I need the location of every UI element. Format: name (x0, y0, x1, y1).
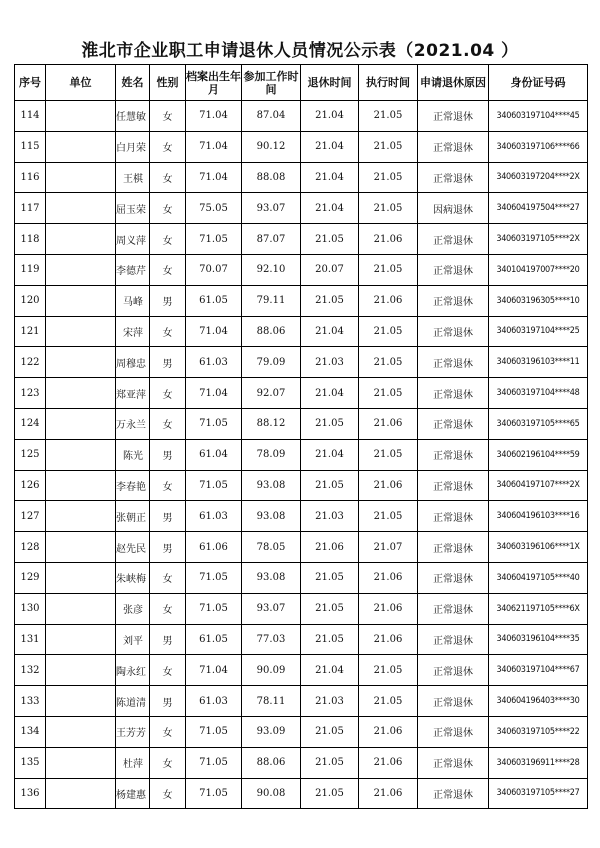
cell-id-number: 340604197504****27 (489, 193, 588, 224)
cell-seq: 132 (15, 655, 46, 686)
page-title: 淮北市企业职工申请退休人员情况公示表（2021.04 ） (81, 41, 519, 61)
cell-exec-time: 21.06 (359, 747, 418, 778)
cell-seq: 116 (15, 162, 46, 193)
cell-exec-time: 21.06 (359, 285, 418, 316)
cell-id-number: 340603197106****66 (489, 131, 588, 162)
table-row (15, 747, 588, 778)
cell-retire-time: 21.03 (301, 347, 359, 378)
table-row (15, 224, 588, 255)
cell-retire-time: 21.05 (301, 593, 359, 624)
table-row (15, 378, 588, 409)
cell-id-number: 340603197105****27 (489, 778, 588, 809)
cell-birth: 71.04 (186, 316, 242, 347)
cell-seq: 136 (15, 778, 46, 809)
cell-seq: 133 (15, 686, 46, 717)
cell-unit (46, 378, 116, 409)
cell-reason: 正常退休 (418, 532, 489, 563)
cell-name: 杜萍 (116, 747, 150, 778)
cell-unit (46, 162, 116, 193)
cell-work-start: 88.06 (242, 747, 301, 778)
cell-birth: 71.04 (186, 101, 242, 132)
cell-reason: 正常退休 (418, 316, 489, 347)
cell-birth: 71.04 (186, 378, 242, 409)
cell-name: 陈光 (116, 439, 150, 470)
cell-exec-time: 21.05 (359, 347, 418, 378)
cell-work-start: 90.09 (242, 655, 301, 686)
cell-gender: 男 (150, 439, 186, 470)
cell-unit (46, 285, 116, 316)
header-reason: 申请退休原因 (418, 65, 489, 101)
cell-unit (46, 655, 116, 686)
table-row (15, 254, 588, 285)
table-row (15, 778, 588, 809)
cell-unit (46, 408, 116, 439)
cell-seq: 127 (15, 501, 46, 532)
cell-retire-time: 21.05 (301, 747, 359, 778)
cell-birth: 71.05 (186, 224, 242, 255)
cell-retire-time: 21.05 (301, 224, 359, 255)
cell-reason: 正常退休 (418, 716, 489, 747)
cell-birth: 71.05 (186, 408, 242, 439)
cell-work-start: 90.08 (242, 778, 301, 809)
cell-reason: 正常退休 (418, 655, 489, 686)
cell-reason: 正常退休 (418, 501, 489, 532)
cell-name: 李春艳 (116, 470, 150, 501)
cell-reason: 正常退休 (418, 686, 489, 717)
cell-retire-time: 21.04 (301, 316, 359, 347)
cell-reason: 正常退休 (418, 224, 489, 255)
cell-id-number: 340603196104****35 (489, 624, 588, 655)
cell-gender: 男 (150, 532, 186, 563)
cell-birth: 71.05 (186, 747, 242, 778)
cell-name: 王棋 (116, 162, 150, 193)
cell-exec-time: 21.06 (359, 624, 418, 655)
cell-work-start: 78.11 (242, 686, 301, 717)
cell-reason: 正常退休 (418, 470, 489, 501)
cell-unit (46, 501, 116, 532)
cell-id-number: 340603197104****25 (489, 316, 588, 347)
cell-name: 刘平 (116, 624, 150, 655)
cell-work-start: 93.08 (242, 562, 301, 593)
cell-reason: 正常退休 (418, 254, 489, 285)
cell-id-number: 340604196403****30 (489, 686, 588, 717)
cell-gender: 女 (150, 101, 186, 132)
cell-id-number: 340603196103****11 (489, 347, 588, 378)
cell-birth: 71.05 (186, 470, 242, 501)
cell-unit (46, 193, 116, 224)
cell-unit (46, 532, 116, 563)
cell-reason: 正常退休 (418, 378, 489, 409)
cell-seq: 134 (15, 716, 46, 747)
cell-reason: 正常退休 (418, 408, 489, 439)
cell-exec-time: 21.05 (359, 439, 418, 470)
cell-seq: 135 (15, 747, 46, 778)
cell-id-number: 340603197104****48 (489, 378, 588, 409)
cell-birth: 71.04 (186, 162, 242, 193)
cell-exec-time: 21.05 (359, 254, 418, 285)
cell-id-number: 340604196103****16 (489, 501, 588, 532)
cell-work-start: 93.07 (242, 193, 301, 224)
cell-gender: 女 (150, 378, 186, 409)
table-row (15, 593, 588, 624)
cell-reason: 正常退休 (418, 624, 489, 655)
cell-name: 王芳芳 (116, 716, 150, 747)
cell-name: 马峰 (116, 285, 150, 316)
cell-exec-time: 21.06 (359, 593, 418, 624)
cell-work-start: 87.04 (242, 101, 301, 132)
cell-work-start: 79.09 (242, 347, 301, 378)
cell-work-start: 78.05 (242, 532, 301, 563)
cell-exec-time: 21.05 (359, 101, 418, 132)
cell-name: 任慧敏 (116, 101, 150, 132)
cell-exec-time: 21.06 (359, 470, 418, 501)
cell-name: 屈玉荣 (116, 193, 150, 224)
cell-work-start: 92.10 (242, 254, 301, 285)
header-unit: 单位 (46, 65, 116, 101)
header-birth: 档案出生年月 (186, 65, 242, 101)
header-gender: 性别 (150, 65, 186, 101)
cell-reason: 因病退休 (418, 193, 489, 224)
cell-exec-time: 21.06 (359, 224, 418, 255)
cell-retire-time: 21.04 (301, 193, 359, 224)
cell-unit (46, 716, 116, 747)
table-row (15, 439, 588, 470)
cell-seq: 130 (15, 593, 46, 624)
cell-exec-time: 21.05 (359, 378, 418, 409)
cell-birth: 71.05 (186, 716, 242, 747)
cell-birth: 61.03 (186, 501, 242, 532)
cell-unit (46, 624, 116, 655)
cell-birth: 61.03 (186, 347, 242, 378)
cell-gender: 女 (150, 655, 186, 686)
cell-work-start: 87.07 (242, 224, 301, 255)
table-row (15, 624, 588, 655)
cell-seq: 131 (15, 624, 46, 655)
cell-exec-time: 21.05 (359, 501, 418, 532)
cell-gender: 女 (150, 747, 186, 778)
table-body (15, 101, 588, 809)
cell-seq: 124 (15, 408, 46, 439)
cell-birth: 61.06 (186, 532, 242, 563)
cell-unit (46, 747, 116, 778)
cell-retire-time: 21.05 (301, 716, 359, 747)
cell-retire-time: 21.05 (301, 778, 359, 809)
cell-seq: 121 (15, 316, 46, 347)
cell-name: 白月荣 (116, 131, 150, 162)
cell-birth: 71.04 (186, 655, 242, 686)
cell-unit (46, 470, 116, 501)
cell-work-start: 93.09 (242, 716, 301, 747)
cell-work-start: 93.08 (242, 501, 301, 532)
cell-id-number: 340604197105****40 (489, 562, 588, 593)
cell-birth: 71.05 (186, 778, 242, 809)
cell-retire-time: 21.04 (301, 162, 359, 193)
table-row (15, 562, 588, 593)
cell-seq: 115 (15, 131, 46, 162)
cell-unit (46, 439, 116, 470)
table-row (15, 408, 588, 439)
cell-seq: 129 (15, 562, 46, 593)
cell-retire-time: 21.04 (301, 439, 359, 470)
cell-name: 宋萍 (116, 316, 150, 347)
cell-id-number: 340603196106****1X (489, 532, 588, 563)
cell-gender: 女 (150, 254, 186, 285)
cell-gender: 男 (150, 686, 186, 717)
cell-exec-time: 21.05 (359, 316, 418, 347)
cell-id-number: 340603197105****2X (489, 224, 588, 255)
cell-id-number: 340603197105****65 (489, 408, 588, 439)
header-seq: 序号 (15, 65, 46, 101)
cell-gender: 女 (150, 193, 186, 224)
table-row (15, 162, 588, 193)
cell-gender: 女 (150, 470, 186, 501)
cell-work-start: 79.11 (242, 285, 301, 316)
cell-reason: 正常退休 (418, 101, 489, 132)
cell-reason: 正常退休 (418, 347, 489, 378)
cell-seq: 122 (15, 347, 46, 378)
cell-gender: 女 (150, 316, 186, 347)
cell-retire-time: 21.05 (301, 285, 359, 316)
cell-retire-time: 21.04 (301, 101, 359, 132)
cell-retire-time: 21.06 (301, 532, 359, 563)
cell-name: 陈道清 (116, 686, 150, 717)
cell-unit (46, 686, 116, 717)
cell-id-number: 340603196911****28 (489, 747, 588, 778)
retirement-table (14, 64, 588, 809)
cell-retire-time: 21.04 (301, 655, 359, 686)
cell-seq: 128 (15, 532, 46, 563)
cell-name: 郑亚萍 (116, 378, 150, 409)
cell-work-start: 93.08 (242, 470, 301, 501)
cell-birth: 61.03 (186, 686, 242, 717)
cell-retire-time: 21.05 (301, 470, 359, 501)
cell-retire-time: 21.05 (301, 624, 359, 655)
header-retire-time: 退休时间 (301, 65, 359, 101)
cell-reason: 正常退休 (418, 778, 489, 809)
cell-exec-time: 21.05 (359, 162, 418, 193)
cell-seq: 123 (15, 378, 46, 409)
cell-reason: 正常退休 (418, 593, 489, 624)
cell-id-number: 340603197105****22 (489, 716, 588, 747)
cell-id-number: 340603197104****45 (489, 101, 588, 132)
table-row (15, 347, 588, 378)
cell-name: 杨建惠 (116, 778, 150, 809)
cell-gender: 男 (150, 347, 186, 378)
cell-gender: 女 (150, 716, 186, 747)
cell-id-number: 340603196305****10 (489, 285, 588, 316)
cell-seq: 114 (15, 101, 46, 132)
cell-exec-time: 21.06 (359, 408, 418, 439)
cell-exec-time: 21.05 (359, 131, 418, 162)
cell-id-number: 340621197105****6X (489, 593, 588, 624)
cell-id-number: 340603197104****67 (489, 655, 588, 686)
table-row (15, 285, 588, 316)
cell-birth: 71.05 (186, 593, 242, 624)
cell-gender: 女 (150, 131, 186, 162)
cell-birth: 61.05 (186, 285, 242, 316)
cell-work-start: 88.08 (242, 162, 301, 193)
cell-name: 万永兰 (116, 408, 150, 439)
header-exec-time: 执行时间 (359, 65, 418, 101)
cell-name: 李德芹 (116, 254, 150, 285)
cell-unit (46, 778, 116, 809)
cell-gender: 男 (150, 285, 186, 316)
cell-id-number: 340603197204****2X (489, 162, 588, 193)
table-row (15, 101, 588, 132)
cell-reason: 正常退休 (418, 439, 489, 470)
cell-exec-time: 21.06 (359, 778, 418, 809)
cell-birth: 71.04 (186, 131, 242, 162)
cell-birth: 75.05 (186, 193, 242, 224)
cell-retire-time: 21.04 (301, 378, 359, 409)
cell-work-start: 78.09 (242, 439, 301, 470)
cell-exec-time: 21.05 (359, 655, 418, 686)
cell-name: 周穆忠 (116, 347, 150, 378)
cell-retire-time: 21.03 (301, 501, 359, 532)
table-row (15, 716, 588, 747)
cell-name: 张朝正 (116, 501, 150, 532)
cell-reason: 正常退休 (418, 747, 489, 778)
cell-seq: 120 (15, 285, 46, 316)
cell-seq: 117 (15, 193, 46, 224)
cell-birth: 61.05 (186, 624, 242, 655)
header-name: 姓名 (116, 65, 150, 101)
cell-seq: 125 (15, 439, 46, 470)
cell-unit (46, 254, 116, 285)
cell-name: 朱峡梅 (116, 562, 150, 593)
table-row (15, 686, 588, 717)
cell-birth: 61.04 (186, 439, 242, 470)
cell-gender: 女 (150, 593, 186, 624)
cell-unit (46, 593, 116, 624)
cell-exec-time: 21.06 (359, 562, 418, 593)
cell-gender: 女 (150, 562, 186, 593)
cell-birth: 70.07 (186, 254, 242, 285)
cell-gender: 女 (150, 162, 186, 193)
cell-exec-time: 21.05 (359, 686, 418, 717)
cell-id-number: 340602196104****59 (489, 439, 588, 470)
cell-gender: 女 (150, 224, 186, 255)
cell-gender: 女 (150, 408, 186, 439)
cell-id-number: 340104197007****20 (489, 254, 588, 285)
cell-unit (46, 347, 116, 378)
header-row (15, 65, 588, 101)
cell-work-start: 77.03 (242, 624, 301, 655)
table-row (15, 470, 588, 501)
cell-name: 陶永红 (116, 655, 150, 686)
cell-name: 周义萍 (116, 224, 150, 255)
cell-seq: 119 (15, 254, 46, 285)
cell-work-start: 93.07 (242, 593, 301, 624)
table-row (15, 532, 588, 563)
cell-retire-time: 21.04 (301, 131, 359, 162)
cell-exec-time: 21.07 (359, 532, 418, 563)
cell-unit (46, 316, 116, 347)
cell-gender: 男 (150, 624, 186, 655)
cell-id-number: 340604197107****2X (489, 470, 588, 501)
table-row (15, 655, 588, 686)
cell-retire-time: 20.07 (301, 254, 359, 285)
cell-work-start: 88.12 (242, 408, 301, 439)
cell-unit (46, 101, 116, 132)
cell-reason: 正常退休 (418, 131, 489, 162)
cell-birth: 71.05 (186, 562, 242, 593)
cell-seq: 118 (15, 224, 46, 255)
cell-retire-time: 21.05 (301, 562, 359, 593)
cell-retire-time: 21.03 (301, 686, 359, 717)
cell-retire-time: 21.05 (301, 408, 359, 439)
header-id-number: 身份证号码 (489, 65, 588, 101)
table-row (15, 316, 588, 347)
cell-unit (46, 562, 116, 593)
header-work-start: 参加工作时间 (242, 65, 301, 101)
cell-seq: 126 (15, 470, 46, 501)
table-row (15, 501, 588, 532)
cell-name: 赵先民 (116, 532, 150, 563)
cell-exec-time: 21.05 (359, 193, 418, 224)
cell-reason: 正常退休 (418, 562, 489, 593)
table-row (15, 131, 588, 162)
cell-work-start: 88.06 (242, 316, 301, 347)
cell-work-start: 90.12 (242, 131, 301, 162)
cell-exec-time: 21.06 (359, 716, 418, 747)
cell-unit (46, 131, 116, 162)
cell-unit (46, 224, 116, 255)
cell-gender: 女 (150, 778, 186, 809)
table-row (15, 193, 588, 224)
cell-reason: 正常退休 (418, 285, 489, 316)
cell-work-start: 92.07 (242, 378, 301, 409)
cell-name: 张彦 (116, 593, 150, 624)
cell-gender: 男 (150, 501, 186, 532)
cell-reason: 正常退休 (418, 162, 489, 193)
